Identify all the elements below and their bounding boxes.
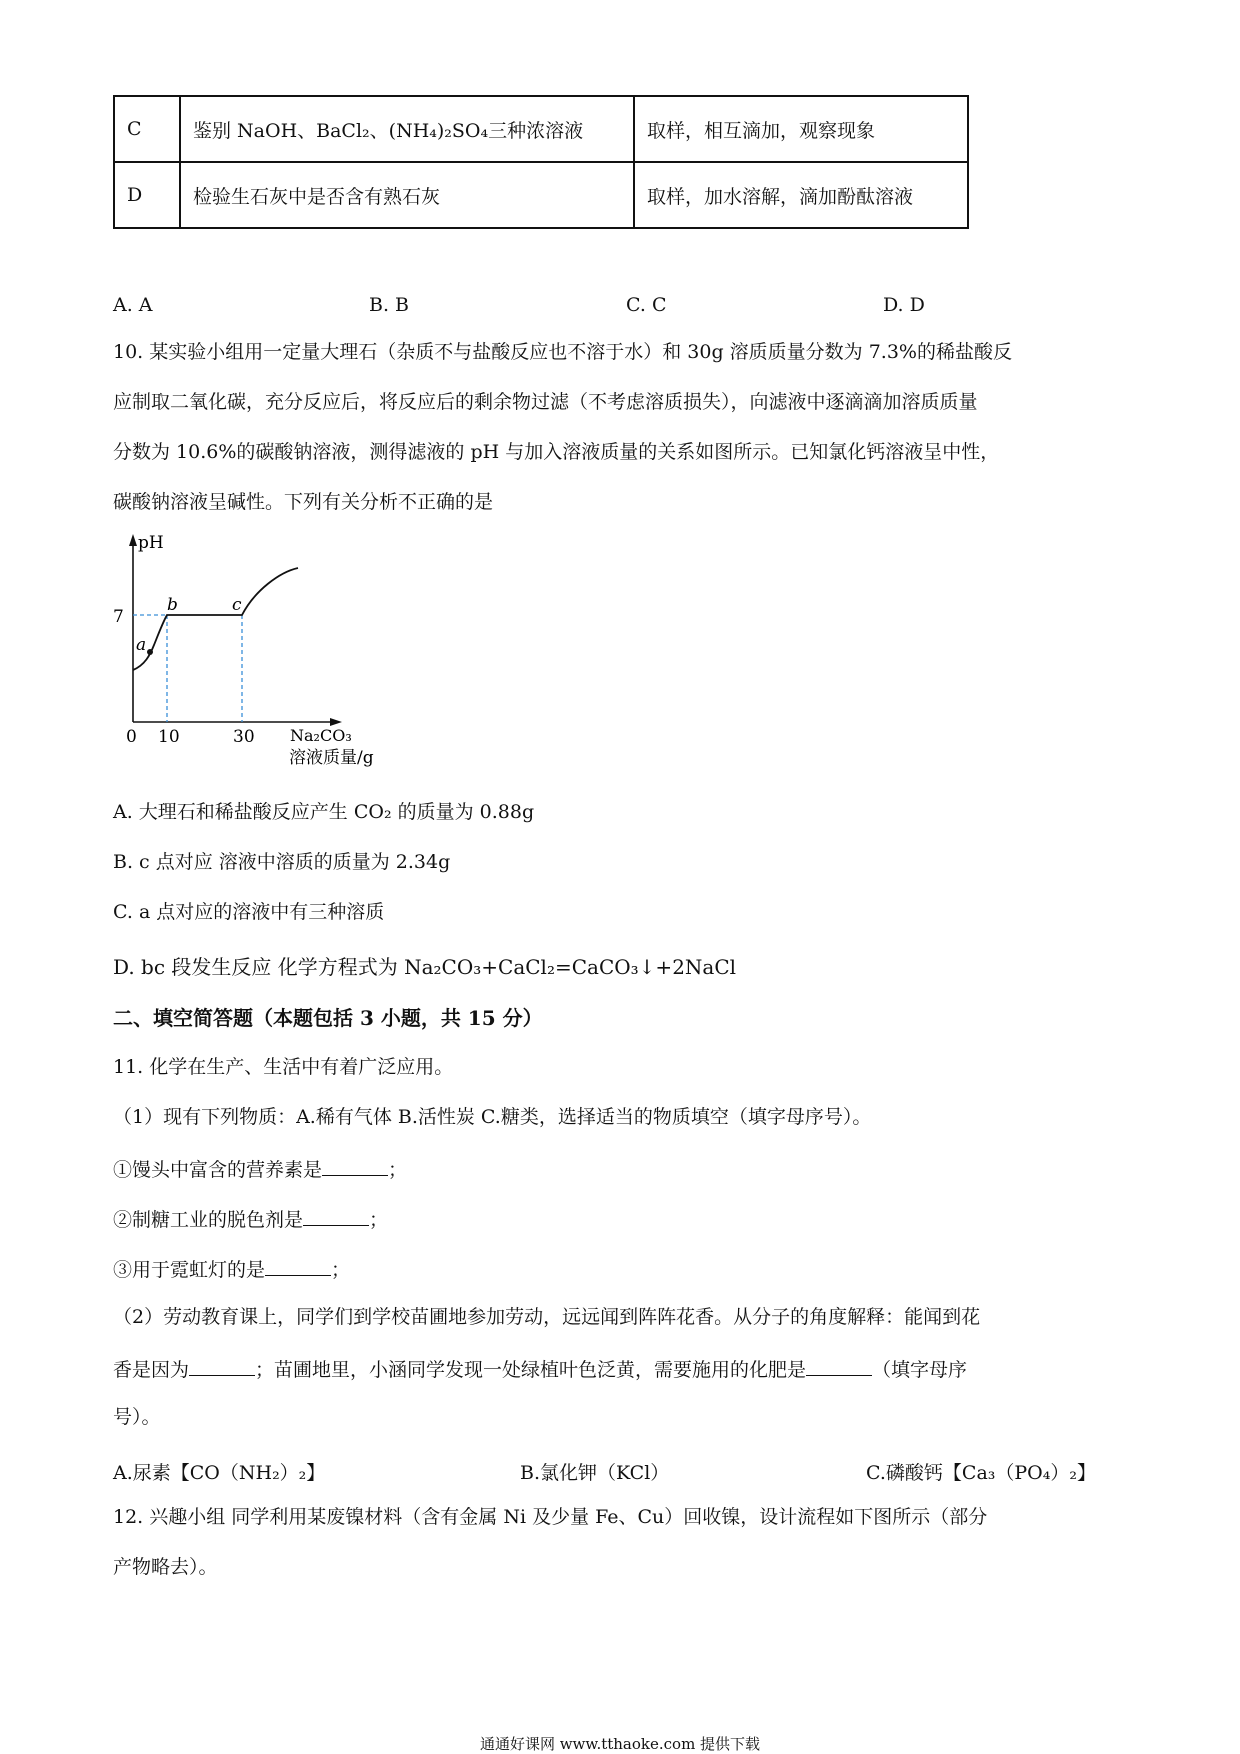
table-cell-option: C: [114, 96, 180, 162]
section-title: 二、填空简答题（本题包括 3 小题，共 15 分）: [113, 1006, 543, 1030]
x-tick-30: 30: [233, 727, 255, 747]
table-cell-method: 取样，加水溶解，滴加酚酞溶液: [634, 162, 968, 228]
point-label-c: c: [232, 595, 242, 615]
experiment-table: [113, 95, 969, 229]
ph-curve: [133, 568, 298, 670]
q10-option-b: B. c 点对应 溶液中溶质的质量为 2.34g: [113, 851, 451, 873]
q11-part2-line1: （2）劳动教育课上，同学们到学校苗圃地参加劳动，远远闻到阵阵花香。从分子的角度解释：能闻到花: [113, 1306, 981, 1328]
point-label-a: a: [136, 635, 147, 655]
table-row: [114, 162, 968, 228]
q10-stem-line: 应制取二氧化碳，充分反应后，将反应后的剩余物过滤（不考虑溶质损失），向滤液中逐滴滴加溶质质量: [113, 391, 978, 413]
q11-stem: 11. 化学在生产、生活中有着广泛应用。: [113, 1056, 454, 1078]
table-row: [114, 96, 968, 162]
q10-stem-line: 分数为 10.6%的碳酸钠溶液，测得滤液的 pH 与加入溶液质量的关系如图所示。已知氯化钙溶液呈中性，: [113, 441, 1000, 463]
q11-part2-line2: [113, 1358, 967, 1380]
q11-item-2-text: ②制糖工业的脱色剂是: [113, 1209, 304, 1231]
q11-part2-line3: 号）。: [113, 1406, 161, 1428]
page-footer: 通通好课网 www.tthaoke.com 提供下载: [479, 1735, 761, 1753]
y-tick-7: 7: [113, 607, 124, 627]
q12-line1: 12. 兴趣小组 同学利用某废镍材料（含有金属 Ni 及少量 Fe、Cu）回收镍，设计流程如下图所示（部分: [113, 1506, 988, 1528]
q11-part2-text-c: （填字母序: [872, 1359, 968, 1381]
q11-choice-b: B.氯化钾（KCl）: [520, 1462, 670, 1484]
q11-item-3: [113, 1258, 350, 1280]
table-cell-option: D: [114, 162, 180, 228]
table-cell-method: 取样，相互滴加，观察现象: [634, 96, 968, 162]
y-axis-arrow: [129, 534, 137, 546]
q10-option-c: C. a 点对应的溶液中有三种溶质: [113, 901, 385, 923]
q11-item-2: [113, 1208, 388, 1230]
punct: ；: [331, 1259, 351, 1281]
x-axis-arrow: [330, 718, 342, 726]
q11-choice-c: C.磷酸钙【Ca₃（PO₄）₂】: [866, 1462, 1096, 1484]
q11-item-3-text: ③用于霓虹灯的是: [113, 1259, 266, 1281]
answer-blank[interactable]: [189, 1358, 255, 1376]
table-cell-purpose: 检验生石灰中是否含有熟石灰: [180, 162, 634, 228]
answer-blank[interactable]: [265, 1258, 331, 1276]
x-axis-label-2: 溶液质量/g: [289, 748, 374, 768]
q10-stem-line: 碳酸钠溶液呈碱性。下列有关分析不正确的是: [113, 491, 494, 513]
choice-a: A. A: [113, 294, 153, 316]
table-cell-purpose: 鉴别 NaOH、BaCl₂、(NH₄)₂SO₄三种浓溶液: [180, 96, 634, 162]
q10-option-d: D. bc 段发生反应 化学方程式为 Na₂CO₃+CaCl₂=CaCO₃↓+2NaCl: [113, 955, 737, 979]
answer-blank[interactable]: [322, 1158, 388, 1176]
q11-part2-text-a: 香是因为: [113, 1359, 190, 1381]
x-tick-10: 10: [158, 727, 180, 747]
q11-item-1: [113, 1158, 407, 1180]
q10-option-a: A. 大理石和稀盐酸反应产生 CO₂ 的质量为 0.88g: [113, 801, 535, 823]
q11-item-1-text: ①馒头中富含的营养素是: [113, 1159, 323, 1181]
choice-c: C. C: [626, 294, 667, 316]
q11-part2-text-b: ；苗圃地里，小涵同学发现一处绿植叶色泛黄，需要施用的化肥是: [255, 1359, 807, 1381]
choice-d: D. D: [883, 294, 925, 316]
answer-blank[interactable]: [303, 1208, 369, 1226]
choice-b: B. B: [369, 294, 410, 316]
x-tick-0: 0: [126, 727, 137, 747]
point-a: [147, 649, 153, 655]
y-axis-label: pH: [138, 533, 164, 553]
point-label-b: b: [167, 595, 178, 615]
punct: ；: [388, 1159, 408, 1181]
answer-blank[interactable]: [806, 1358, 872, 1376]
x-axis-label-1: Na₂CO₃: [290, 726, 352, 745]
q11-choice-a: A.尿素【CO（NH₂）₂】: [113, 1462, 326, 1484]
punct: ；: [369, 1209, 389, 1231]
q11-part1: （1）现有下列物质：A.稀有气体 B.活性炭 C.糖类，选择适当的物质填空（填字母序号）。: [113, 1106, 872, 1128]
q12-line2: 产物略去）。: [113, 1556, 218, 1578]
ph-graph: [100, 530, 420, 780]
q10-stem-line: 10. 某实验小组用一定量大理石（杂质不与盐酸反应也不溶于水）和 30g 溶质质量分数为 7.3%的稀盐酸反: [113, 341, 1012, 363]
